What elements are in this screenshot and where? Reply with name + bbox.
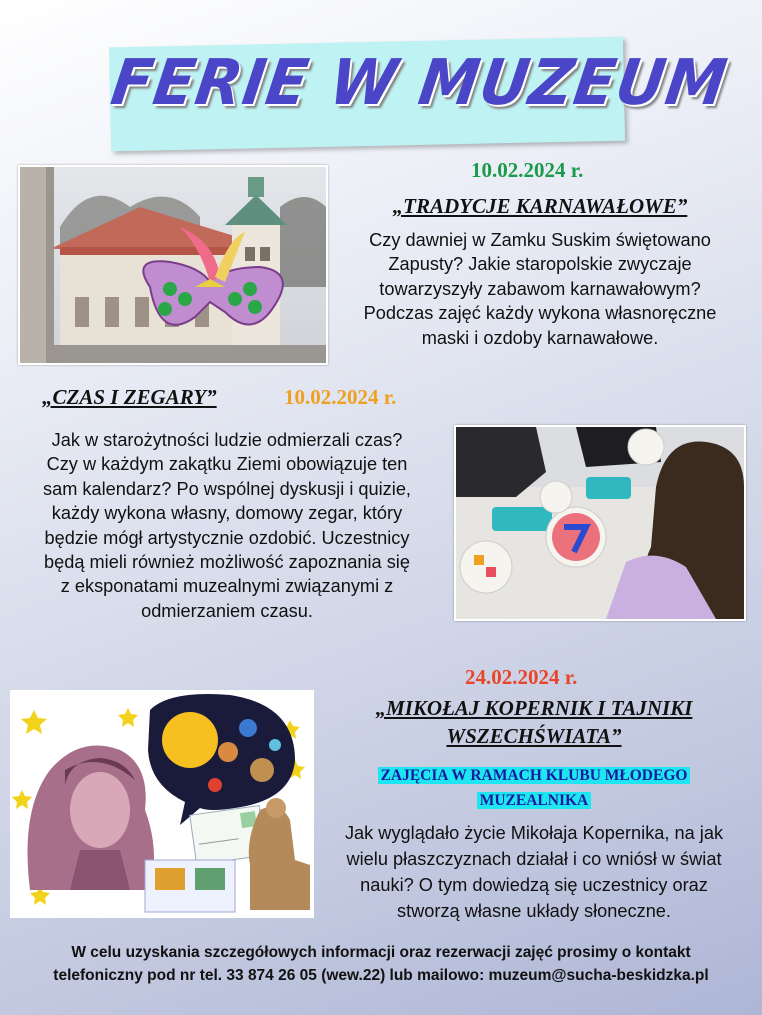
- footer-line-1: W celu uzyskania szczegółowych informacji oraz rezerwacji zajęć prosimy o kontakt: [71, 944, 691, 961]
- castle-mask-illustration: [20, 167, 326, 363]
- clock-workshop-photo: [454, 425, 746, 621]
- clock-workshop-illustration: [456, 427, 744, 619]
- event3-title: „MIKOŁAJ KOPERNIK I TAJNIKI WSZECHŚWIATA”: [375, 696, 693, 748]
- castle-mask-photo: [18, 165, 328, 365]
- event2-date: 10.02.2024 r.: [284, 385, 397, 409]
- page-title: FERIE W MUZEUM: [106, 46, 732, 120]
- event1-description: Czy dawniej w Zamku Suskim świętowano Zapusty? Jakie staropolskie zwyczaje towarzyszyły zabawom karnawałowym? Podczas zajęć każdy wykona własnoręczne maski i ozdoby karnawałowe.: [363, 230, 717, 348]
- copernicus-collage: [10, 690, 314, 918]
- event1-date: 10.02.2024 r.: [471, 158, 584, 182]
- club-note: ZAJĘCIA W RAMACH KLUBU MŁODEGO MUZEALNIKA: [325, 763, 743, 813]
- event1-title: „TRADYCJE KARNAWAŁOWE”: [392, 194, 688, 218]
- event3-date: 24.02.2024 r.: [465, 665, 578, 689]
- event3-description: Jak wyglądało życie Mikołaja Kopernika, na jak wielu płaszczyznach działał i co wniósł w świat nauki? O tym dowiedzą się uczestnicy oraz stworzą własne układy słoneczne.: [344, 823, 724, 921]
- event2-title: „CZAS I ZEGARY”: [42, 385, 217, 409]
- event2-description: Jak w starożytności ludzie odmierzali czas? Czy w każdym zakątku Ziemi obowiązuje ten sam kalendarz? Po wspólnej dyskusji i quizie, każdy wykona własny, domowy zegar, który będzie mógł artystycznie ozdobić. Uczestnicy będą mieli również możliwość zapoznania się z eksponatami muzealnymi związanymi z odmierzaniem czasu.: [43, 430, 411, 621]
- footer-line-2: telefoniczny pod nr tel. 33 874 26 05 (wew.22) lub mailowo: muzeum@sucha-beskidzka.pl: [53, 967, 709, 984]
- copernicus-illustration: [10, 690, 314, 918]
- contact-footer: [0, 941, 762, 987]
